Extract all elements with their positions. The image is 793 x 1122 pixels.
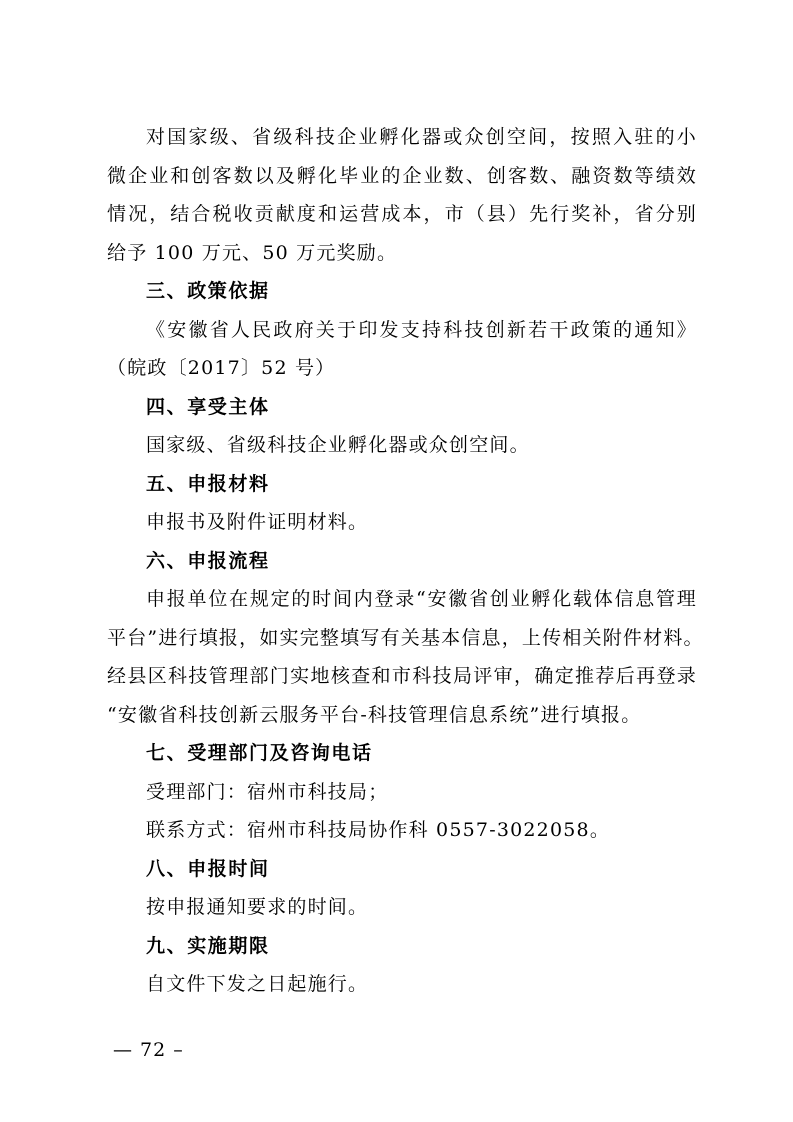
- section-heading-policy-basis: 三、政策依据: [146, 280, 270, 302]
- section-heading-contact: 七、受理部门及咨询电话: [146, 742, 373, 764]
- paragraph-line: 按申报通知要求的时间。: [146, 896, 369, 918]
- paragraph-line: 《安徽省人民政府关于印发支持科技创新若干政策的通知》: [146, 318, 697, 341]
- section-heading-process: 六、申报流程: [146, 549, 270, 572]
- page-number: — 72 –: [113, 1039, 184, 1061]
- section-heading-beneficiary: 四、享受主体: [146, 395, 270, 418]
- paragraph-line: “安徽省科技创新云服务平台-科技管理信息系统”进行填报。: [107, 703, 642, 726]
- paragraph-line: 平台”进行填报，如实完整填写有关基本信息，上传相关附件材料。: [107, 626, 704, 649]
- paragraph-line: 自文件下发之日起施行。: [146, 973, 369, 995]
- paragraph-line: 申报书及附件证明材料。: [146, 511, 369, 533]
- paragraph-line: 国家级、省级科技企业孵化器或众创空间。: [146, 434, 530, 456]
- paragraph-line: 经县区科技管理部门实地核查和市科技局评审，确定推荐后再登录: [107, 665, 697, 687]
- document-body: [107, 118, 704, 1004]
- paragraph-line: 联系方式：宿州市科技局协作科 0557-3022058。: [146, 819, 611, 841]
- paragraph-line: （皖政〔2017〕52 号）: [107, 357, 336, 379]
- paragraph-line: 申报单位在规定的时间内登录“安徽省创业孵化载体信息管理: [146, 588, 697, 610]
- paragraph-line: 微企业和创客数以及孵化毕业的企业数、创客数、融资数等绩效: [107, 164, 697, 187]
- paragraph-line: 对国家级、省级科技企业孵化器或众创空间，按照入驻的小: [146, 126, 697, 148]
- section-heading-period: 九、实施期限: [146, 934, 270, 957]
- section-heading-time: 八、申报时间: [146, 857, 270, 880]
- paragraph-line: 受理部门：宿州市科技局；: [146, 780, 389, 803]
- section-heading-materials: 五、申报材料: [146, 472, 270, 495]
- paragraph-line: 给予 100 万元、50 万元奖励。: [107, 241, 398, 264]
- paragraph-line: 情况，结合税收贡献度和运营成本，市（县）先行奖补，省分别: [107, 203, 697, 225]
